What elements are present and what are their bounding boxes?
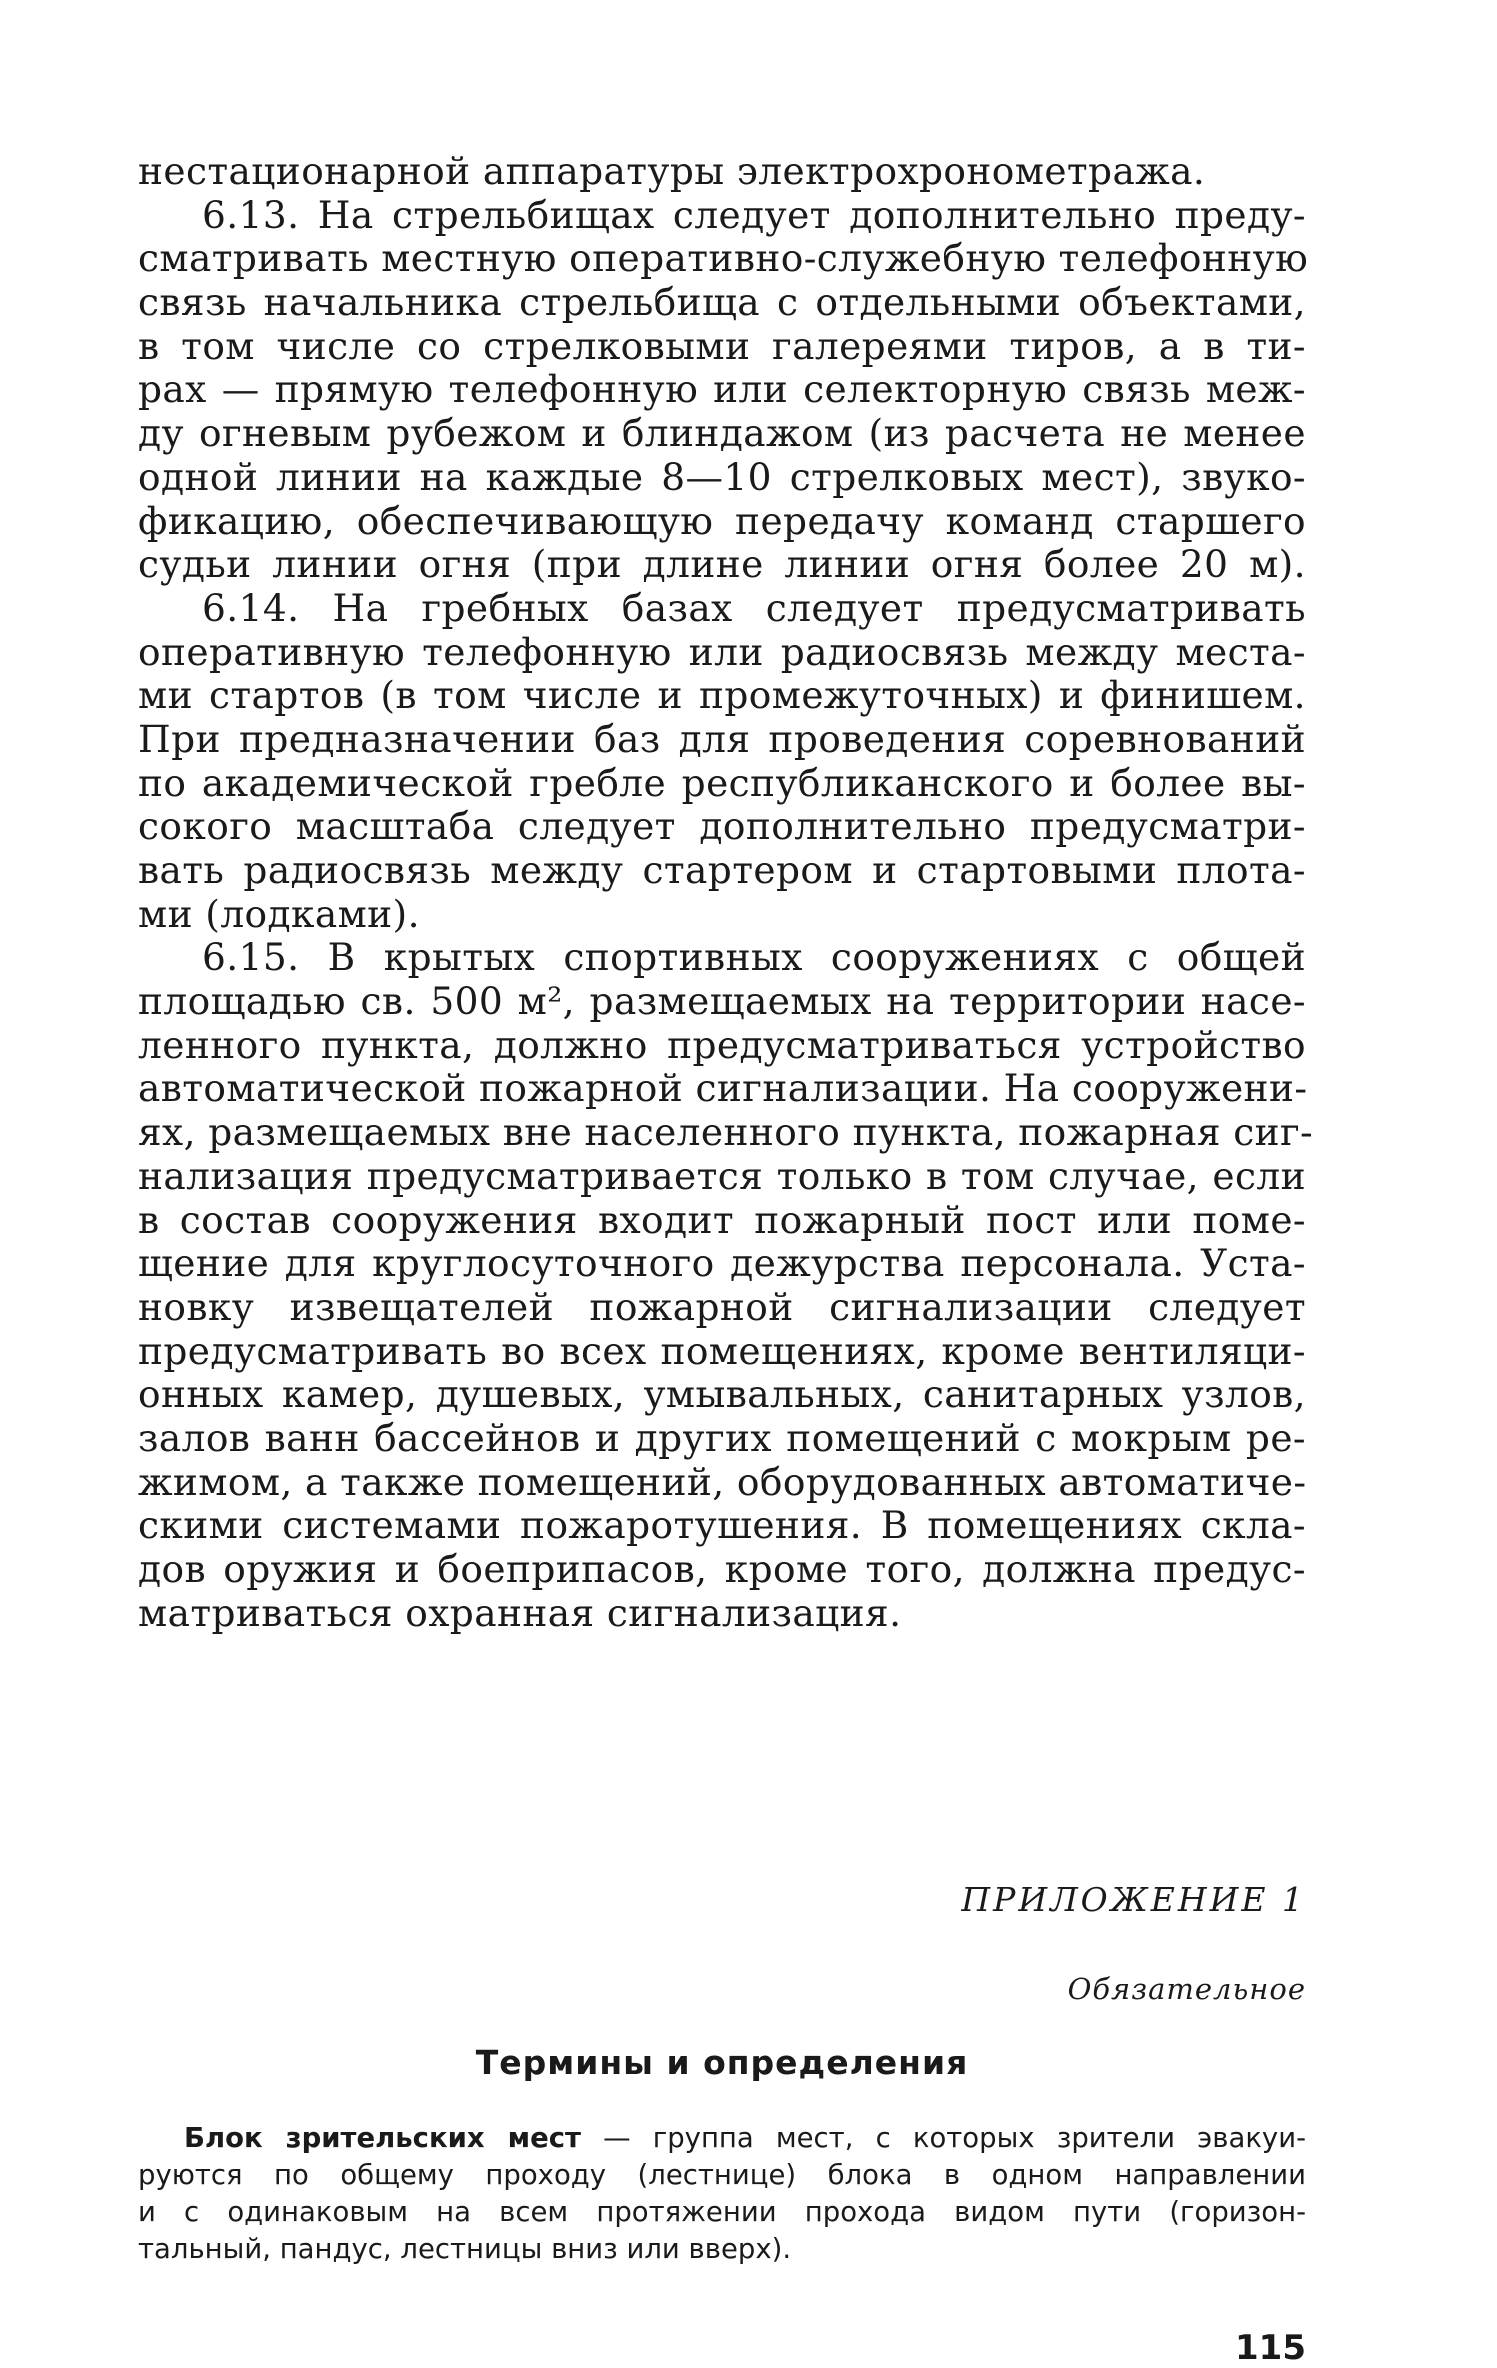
text-line: нализация предусматривается только в том случае, если — [138, 1153, 1306, 1198]
text-line: матриваться охранная сигнализация. — [138, 1590, 902, 1635]
text-line: по академической гребле республиканского и более вы- — [138, 760, 1306, 805]
text-line: дов оружия и боеприпасов, кроме того, должна предус- — [138, 1547, 1306, 1591]
text-line: онных камер, душевых, умывальных, санитарных узлов, — [138, 1372, 1306, 1417]
text-line: щение для круглосуточного дежурства персонала. Уста- — [138, 1241, 1306, 1286]
term-definition-line: и с одинаковым на всем протяжении прохода видом пути (горизон- — [138, 2196, 1306, 2228]
body-text — [138, 149, 1314, 1635]
text-line: новку извещателей пожарной сигнализации следует — [138, 1284, 1306, 1329]
text-line: ми (лодками). — [138, 891, 420, 936]
text-line: 6.13. На стрельбищах следует дополнительно преду- — [202, 192, 1306, 237]
text-line: сматривать местную оперативно-служебную телефонную — [138, 236, 1309, 281]
text-line: 6.14. На гребных базах следует предусматривать — [202, 585, 1306, 630]
text-line: площадью св. 500 м², размещаемых на территории насе- — [138, 979, 1306, 1024]
text-line: ях, размещаемых вне населенного пункта, пожарная сиг- — [138, 1110, 1314, 1155]
text-line: судьи линии огня (при длине линии огня более 20 м). — [138, 542, 1306, 587]
text-line: скими системами пожаротушения. В помещениях скла- — [138, 1503, 1306, 1548]
term-definition-line: руются по общему проходу (лестнице) блока в одном направлении — [138, 2159, 1306, 2191]
term-name: Блок зрительских мест — [184, 2122, 581, 2154]
text-line: в том числе со стрелковыми галереями тиров, а в ти- — [138, 323, 1306, 368]
text-line: оперативную телефонную или радиосвязь между места- — [138, 629, 1306, 674]
term-definition-line: тальный, пандус, лестницы вниз или вверх). — [138, 2233, 792, 2265]
text-line: залов ванн бассейнов и других помещений с мокрым ре- — [138, 1415, 1306, 1460]
term-definition-start: — группа мест, с которых зрители эвакуи- — [581, 2122, 1306, 2154]
text-line: автоматической пожарной сигнализации. На сооружени- — [138, 1066, 1308, 1111]
text-line: предусматривать во всех помещениях, кроме вентиляци- — [138, 1328, 1306, 1373]
text-line: ми стартов (в том числе и промежуточных) и финишем. — [138, 673, 1306, 718]
text-line: вать радиосвязь между стартером и стартовыми плота- — [138, 848, 1306, 892]
appendix-status: Обязательное — [1067, 1972, 1306, 2006]
section-heading: Термины и определения — [475, 2043, 969, 2082]
text-line: одной линии на каждые 8—10 стрелковых мест), звуко- — [138, 454, 1306, 499]
text-line: ду огневым рубежом и блиндажом (из расчета не менее — [138, 411, 1306, 456]
text-line: фикацию, обеспечивающую передачу команд старшего — [138, 498, 1306, 543]
text-line: связь начальника стрельбища с отдельными объектами, — [138, 280, 1306, 325]
text-line: При предназначении баз для проведения соревнований — [138, 716, 1306, 761]
appendix-label: ПРИЛОЖЕНИЕ 1 — [961, 1880, 1306, 1919]
text-line: нестационарной аппаратуры электрохронометража. — [138, 149, 1206, 193]
text-line: в состав сооружения входит пожарный пост или поме- — [138, 1197, 1306, 1242]
page — [138, 149, 1314, 2368]
terms-definitions — [138, 2120, 1306, 2268]
text-line: сокого масштаба следует дополнительно предусматри- — [138, 804, 1306, 849]
text-line: ленного пункта, должно предусматриваться устройство — [138, 1022, 1306, 1067]
text-line: 6.15. В крытых спортивных сооружениях с общей — [202, 935, 1306, 980]
term-first-line — [138, 2120, 1306, 2157]
text-line: рах — прямую телефонную или селекторную связь меж- — [138, 367, 1306, 412]
text-line: жимом, а также помещений, оборудованных автоматиче- — [138, 1459, 1307, 1504]
page-number: 115 — [1235, 2328, 1306, 2368]
